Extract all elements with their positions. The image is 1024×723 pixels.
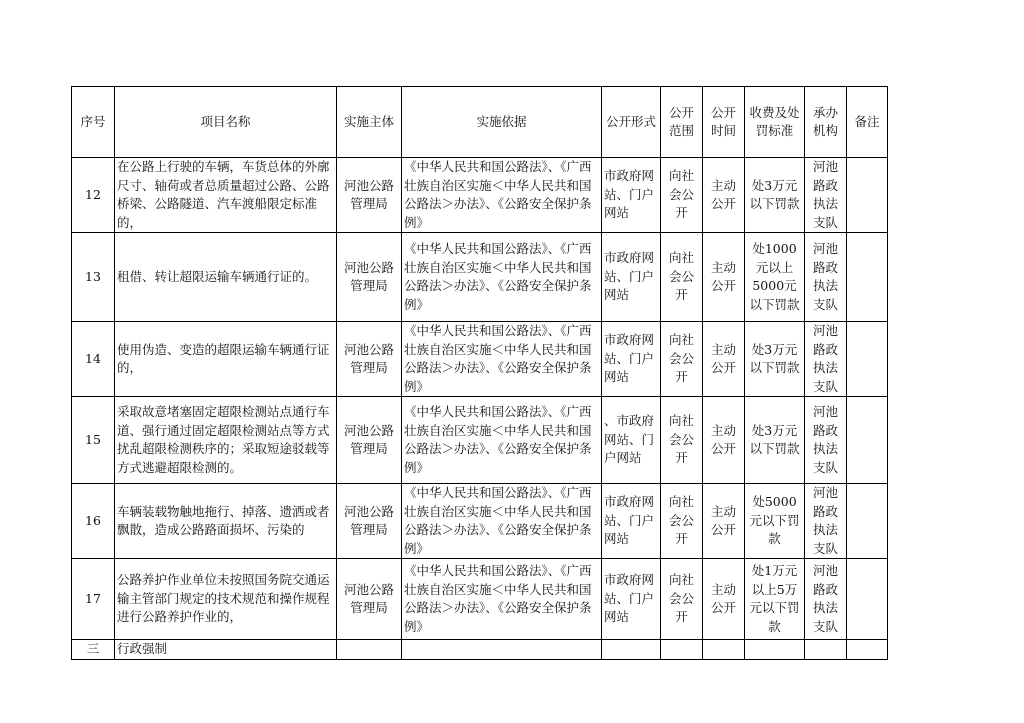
empty-cell <box>602 640 661 660</box>
row-item-name: 采取故意堵塞固定超限检测站点通行车道、强行通过固定超限检测站点等方式扰乱超限检测秩序的；采取短途驳载等方式逃避超限检测的。 <box>115 397 337 484</box>
empty-cell <box>402 640 602 660</box>
row-subject: 河池公路管理局 <box>337 322 402 397</box>
row-org: 河池路政执法支队 <box>805 233 847 322</box>
row-subject: 河池公路管理局 <box>337 559 402 640</box>
row-form: 、市政府网站、门户网站 <box>602 397 661 484</box>
row-basis: 《中华人民共和国公路法》、《广西壮族自治区实施＜中华人民共和国公路法＞办法》、《公路安全保护条例》 <box>402 397 602 484</box>
section-number: 三 <box>72 640 115 660</box>
row-serial: 16 <box>72 484 115 559</box>
empty-cell <box>661 640 703 660</box>
row-time: 主动公开 <box>703 397 745 484</box>
row-note <box>847 397 888 484</box>
row-note <box>847 484 888 559</box>
row-scope: 向社会公开 <box>661 158 703 233</box>
header-subject: 实施主体 <box>337 87 402 158</box>
row-scope: 向社会公开 <box>661 397 703 484</box>
row-basis: 《中华人民共和国公路法》、《广西壮族自治区实施＜中华人民共和国公路法＞办法》、《公路安全保护条例》 <box>402 233 602 322</box>
row-fee: 处1000元以上5000元以下罚款 <box>745 233 805 322</box>
row-org: 河池路政执法支队 <box>805 484 847 559</box>
table-row <box>72 559 888 640</box>
row-time: 主动公开 <box>703 559 745 640</box>
row-scope: 向社会公开 <box>661 233 703 322</box>
row-form: 市政府网站、门户网站 <box>602 158 661 233</box>
row-org: 河池路政执法支队 <box>805 397 847 484</box>
header-note: 备注 <box>847 87 888 158</box>
row-form: 市政府网站、门户网站 <box>602 559 661 640</box>
row-org: 河池路政执法支队 <box>805 158 847 233</box>
row-subject: 河池公路管理局 <box>337 158 402 233</box>
row-time: 主动公开 <box>703 158 745 233</box>
row-fee: 处1万元以上5万元以下罚款 <box>745 559 805 640</box>
row-serial: 14 <box>72 322 115 397</box>
empty-cell <box>805 640 847 660</box>
row-basis: 《中华人民共和国公路法》、《广西壮族自治区实施＜中华人民共和国公路法＞办法》、《公路安全保护条例》 <box>402 158 602 233</box>
header-scope: 公开范围 <box>661 87 703 158</box>
row-time: 主动公开 <box>703 484 745 559</box>
table-row <box>72 397 888 484</box>
empty-cell <box>337 640 402 660</box>
row-serial: 12 <box>72 158 115 233</box>
row-basis: 《中华人民共和国公路法》、《广西壮族自治区实施＜中华人民共和国公路法＞办法》、《公路安全保护条例》 <box>402 559 602 640</box>
row-fee: 处3万元以下罚款 <box>745 322 805 397</box>
row-subject: 河池公路管理局 <box>337 397 402 484</box>
row-note <box>847 559 888 640</box>
section-row <box>72 640 888 660</box>
empty-cell <box>703 640 745 660</box>
row-item-name: 租借、转让超限运输车辆通行证的。 <box>115 233 337 322</box>
row-item-name: 公路养护作业单位未按照国务院交通运输主管部门规定的技术规范和操作规程进行公路养护作业的， <box>115 559 337 640</box>
empty-cell <box>847 640 888 660</box>
row-note <box>847 158 888 233</box>
row-fee: 处3万元以下罚款 <box>745 397 805 484</box>
row-org: 河池路政执法支队 <box>805 322 847 397</box>
row-serial: 15 <box>72 397 115 484</box>
row-serial: 17 <box>72 559 115 640</box>
row-org: 河池路政执法支队 <box>805 559 847 640</box>
row-form: 市政府网站、门户网站 <box>602 484 661 559</box>
enforcement-table <box>71 86 888 660</box>
table-row <box>72 158 888 233</box>
row-scope: 向社会公开 <box>661 322 703 397</box>
row-item-name: 在公路上行驶的车辆，车货总体的外廓尺寸、轴荷或者总质量超过公路、公路桥梁、公路隧道、汽车渡船限定标准的， <box>115 158 337 233</box>
header-time: 公开时间 <box>703 87 745 158</box>
row-item-name: 车辆装载物触地拖行、掉落、遗洒或者飘散，造成公路路面损坏、污染的 <box>115 484 337 559</box>
header-fee: 收费及处罚标准 <box>745 87 805 158</box>
empty-cell <box>745 640 805 660</box>
header-basis: 实施依据 <box>402 87 602 158</box>
section-title: 行政强制 <box>115 640 337 660</box>
row-note <box>847 233 888 322</box>
header-serial: 序号 <box>72 87 115 158</box>
table-row <box>72 233 888 322</box>
table-row <box>72 322 888 397</box>
row-scope: 向社会公开 <box>661 484 703 559</box>
row-basis: 《中华人民共和国公路法》、《广西壮族自治区实施＜中华人民共和国公路法＞办法》、《公路安全保护条例》 <box>402 322 602 397</box>
header-row <box>72 87 888 158</box>
row-note <box>847 322 888 397</box>
header-form: 公开形式 <box>602 87 661 158</box>
row-form: 市政府网站、门户网站 <box>602 233 661 322</box>
row-basis: 《中华人民共和国公路法》、《广西壮族自治区实施＜中华人民共和国公路法＞办法》、《公路安全保护条例》 <box>402 484 602 559</box>
row-fee: 处5000元以下罚款 <box>745 484 805 559</box>
row-serial: 13 <box>72 233 115 322</box>
row-time: 主动公开 <box>703 233 745 322</box>
row-time: 主动公开 <box>703 322 745 397</box>
header-org: 承办机构 <box>805 87 847 158</box>
row-subject: 河池公路管理局 <box>337 484 402 559</box>
table-row <box>72 484 888 559</box>
row-subject: 河池公路管理局 <box>337 233 402 322</box>
row-item-name: 使用伪造、变造的超限运输车辆通行证的， <box>115 322 337 397</box>
row-scope: 向社会公开 <box>661 559 703 640</box>
header-item-name: 项目名称 <box>115 87 337 158</box>
row-fee: 处3万元以下罚款 <box>745 158 805 233</box>
row-form: 市政府网站、门户网站 <box>602 322 661 397</box>
